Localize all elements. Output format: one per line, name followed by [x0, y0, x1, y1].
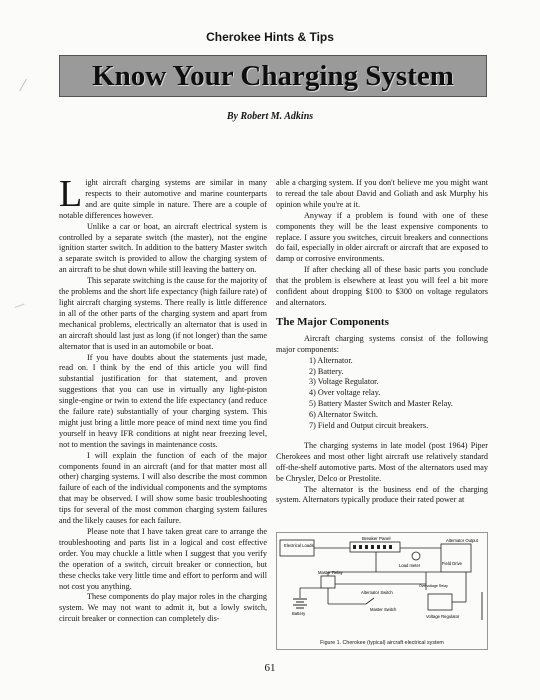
breaker-panel: [350, 542, 400, 552]
battery-label: Battery: [292, 611, 306, 616]
battery-symbol: [293, 599, 307, 608]
paragraph: This separate switching is the cause for the majority of the problems and the short life expectancy (high failure rate) of light aircraft charging systems. There really is little difference in all of the other parts of the charging system and apart from mechanical problems, electrically an alternator that is used in an aircraft should last just as long (if not longer) than the same alternator that is used in an automobile or boat.: [59, 276, 267, 351]
voltage-regulator-label: Voltage Regulator: [426, 614, 460, 619]
paragraph: Anyway if a problem is found with one of these components they will be the least expensive components to replace. I assure you switches, circuit breakers and connections do fail, especially in older aircraft or aircraft that are exposed to damp or corrosive environments.: [276, 210, 488, 264]
drop-cap: L: [59, 173, 83, 215]
paragraph: If after checking all of these basic parts you conclude that the problem is elsewhere at least you will feel a bit more confident about dropping $100 to $300 on voltage regulators and alternators.: [276, 265, 488, 307]
paragraph: Please note that I have taken great care to arrange the troubleshooting and parts list in a logical and cost effective order. You may chuckle a little when I suggest that you verify the operation of a switch, circuit breaker or connection, but these checks take very little time and effort to perform and will not cost you anything.: [59, 527, 267, 591]
scan-mark: [19, 79, 34, 96]
list-item: 5) Battery Master Switch and Master Relay.: [309, 399, 453, 409]
paragraph: Aircraft charging systems consist of the following major components:: [276, 333, 488, 354]
master-switch-label: Master Switch: [370, 607, 397, 612]
voltage-regulator-box: [428, 594, 452, 610]
alternator-box: [441, 544, 471, 572]
alternator-switch-label: Alternator Switch: [361, 590, 393, 595]
list-item: 4) Over voltage relay.: [309, 388, 381, 398]
list-item: 1) Alternator.: [309, 355, 353, 365]
byline: By Robert M. Adkins: [226, 111, 314, 122]
electrical-loads-label: Electrical Loads: [284, 543, 314, 548]
components-list: [309, 356, 488, 432]
electrical-system-figure: [276, 532, 488, 650]
breaker-panel-label: Breaker Panel: [362, 536, 391, 541]
section-header: Cherokee Hints & Tips: [206, 30, 334, 44]
list-item: 2) Battery.: [309, 366, 344, 376]
load-meter-label: Load meter: [399, 563, 421, 568]
wiring-diagram: [276, 532, 488, 650]
paragraph: The charging systems in late model (post 1964) Piper Cherokees and most other light aircraft use relatively standard off-the-shelf automotive parts. Most of the alternators used may be Chrysler, Delco or Prestolite.: [276, 440, 488, 483]
page-number: 61: [264, 662, 276, 674]
paragraph: These components do play major roles in the charging system. We may not want to admit it, but a lowly switch, circuit breaker or connection can completely dis-: [59, 592, 267, 624]
paragraph: Unlike a car or boat, an aircraft electrical system is controlled by a separate switch (the master), not the engine ignition starter switch. In addition to the battery Master switch a separate switch is provided to allow the charging system of an aircraft to be shut down while still leaving the battery on.: [59, 221, 267, 275]
master-relay-label: Master Relay: [318, 570, 343, 575]
paragraph: able a charging system. If you don't believe me you might want to reread the tale about David and Goliath and ask Murphy his opinion while you're at it.: [276, 178, 488, 209]
scan-mark: [15, 304, 27, 316]
field-drive-label: Field Drive: [442, 561, 463, 566]
paragraph: Light aircraft charging systems are similar in many respects to their automotive and marine counterparts and are quite simple in nature. There are a couple of notable differences however.: [59, 173, 267, 220]
paragraph: The alternator is the business end of the charging system. Alternators typically produce their rated power at: [276, 484, 488, 505]
load-meter-symbol: [412, 552, 420, 560]
alternator-output-label: Alternator Output: [446, 538, 478, 543]
master-switch-symbol: [366, 598, 374, 604]
list-item: 7) Field and Output circuit breakers.: [309, 421, 429, 431]
figure-caption: Figure 1. Cherokee (typical) aircraft electrical system: [320, 640, 444, 646]
article-title: Know Your Charging System: [92, 59, 454, 92]
master-relay-box: [321, 576, 335, 588]
right-column: [276, 178, 488, 506]
list-item: 6) Alternator Switch.: [309, 410, 378, 420]
paragraph: If you have doubts about the statements just made, read on. I think by the end of this article you will find substantial justification for that statement, and proven suggestions that you can use in virtually any light-piston single-engine or twin to extend the life expectancy (and reduce the failure rate) substantially of your charging system. This might just bring a little more peace of mind next time you find yourself in heavy IFR conditions at night near freezing level, not to mention the savings in maintenance costs.: [59, 352, 267, 449]
left-column: [59, 173, 267, 625]
paragraph: I will explain the function of each of the major components found in an aircraft (and for that matter most all other) charging systems. I will also describe the most common failure of each of the individual components and the symptoms that may be observed. I will show some basic troubleshooting tips for several of the most common charging system failures and the likely causes for each failure.: [59, 450, 267, 526]
overvoltage-relay-label: Overvoltage Relay: [419, 584, 448, 588]
title-banner: [59, 55, 487, 97]
list-item: 3) Voltage Regulator.: [309, 377, 379, 387]
section-heading: The Major Components: [276, 315, 389, 328]
